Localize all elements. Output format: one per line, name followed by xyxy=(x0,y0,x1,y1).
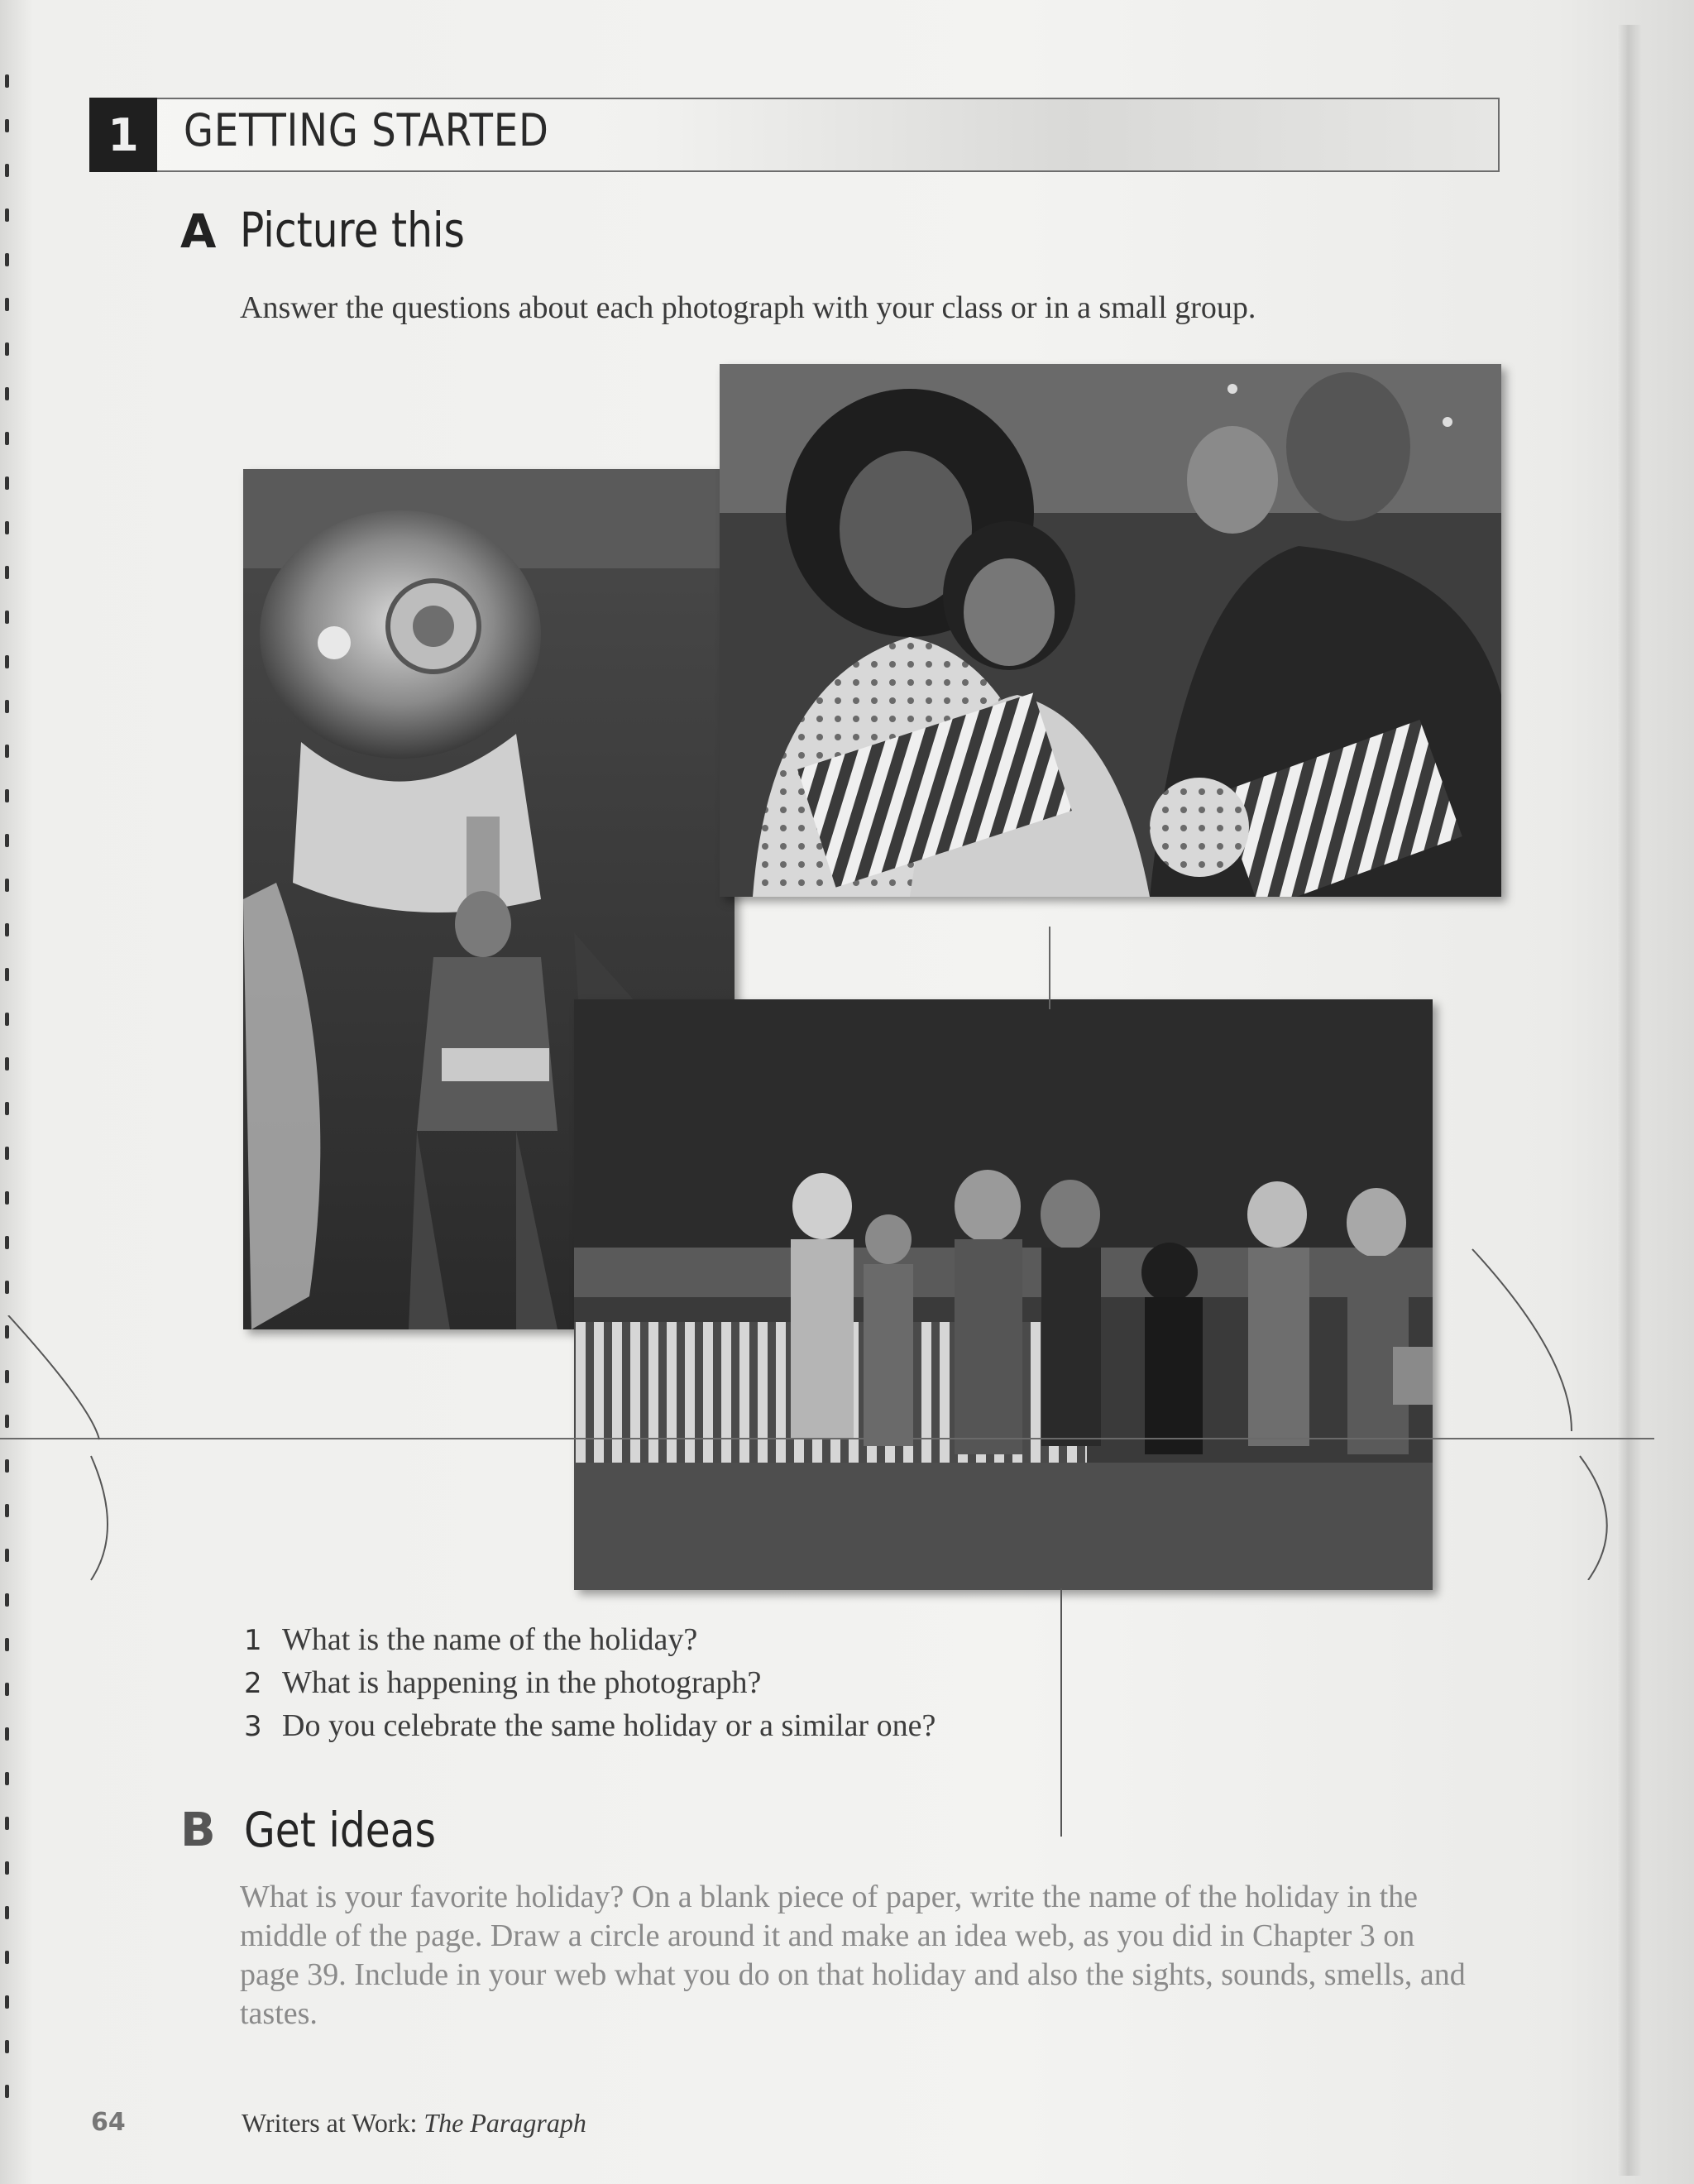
guide-line xyxy=(1060,1588,1062,1837)
binding-hole xyxy=(5,1057,9,1070)
part-a-letter: A xyxy=(180,205,217,259)
binding-hole xyxy=(5,2040,9,2053)
binding-hole xyxy=(5,1861,9,1875)
binding-hole xyxy=(5,164,9,177)
binding-hole xyxy=(5,432,9,445)
part-a-title: Picture this xyxy=(240,202,465,258)
binding-hole xyxy=(5,1593,9,1607)
binding-hole xyxy=(5,1281,9,1294)
binding-hole xyxy=(5,1772,9,1785)
bracket-curve-right xyxy=(1464,1233,1629,1580)
photo-family-gifts xyxy=(720,364,1501,897)
section-number: 1 xyxy=(89,98,157,172)
binding-hole xyxy=(5,342,9,356)
part-b-paragraph: What is your favorite holiday? On a blank piece of paper, write the name of the holiday in the middle of the page. Draw a circle around it and make an idea web, as you did in Chapter 3 on page 39. Include in your web what you do on that holiday and also the sights, sounds, smells, and tastes. xyxy=(240,1880,1466,2031)
page-edge-shadow xyxy=(1617,25,1642,2176)
binding-hole xyxy=(5,1013,9,1026)
binding-hole xyxy=(5,923,9,936)
binding-hole xyxy=(5,1638,9,1651)
binding-hole xyxy=(5,208,9,222)
binding-hole xyxy=(5,298,9,311)
binding-hole xyxy=(5,521,9,534)
binding-hole xyxy=(5,655,9,668)
binding-hole xyxy=(5,611,9,624)
binding-hole xyxy=(5,2085,9,2098)
binding-hole xyxy=(5,1951,9,1964)
photo-halloween-kids xyxy=(574,999,1433,1590)
binding-hole xyxy=(5,253,9,266)
binding-hole xyxy=(5,700,9,713)
binding-hole xyxy=(5,119,9,132)
binding-hole xyxy=(5,789,9,802)
list-item: 1 What is the name of the holiday? xyxy=(244,1622,698,1657)
page-number: 64 xyxy=(91,2108,126,2137)
part-b-title: Get ideas xyxy=(244,1802,436,1858)
list-item: 2 What is happening in the photograph? xyxy=(244,1665,762,1700)
binding-hole xyxy=(5,477,9,490)
fold-line xyxy=(0,1438,1654,1439)
bracket-curve-left xyxy=(0,1315,124,1588)
binding-hole xyxy=(5,1191,9,1205)
binding-hole xyxy=(5,1727,9,1741)
book-title: Writers at Work: The Paragraph xyxy=(242,2108,586,2138)
question-list xyxy=(244,1621,936,1751)
binding-hole xyxy=(5,1102,9,1115)
guide-line xyxy=(1049,927,1050,1009)
part-a-instruction: Answer the questions about each photograph with your class or in a small group. xyxy=(240,290,1256,325)
binding-hole xyxy=(5,566,9,579)
binding-hole xyxy=(5,1906,9,1919)
part-b-letter: B xyxy=(180,1803,216,1857)
binding-hole xyxy=(5,1995,9,2009)
binding-hole xyxy=(5,1236,9,1249)
binding-hole xyxy=(5,879,9,892)
binding-hole xyxy=(5,387,9,400)
spiral-binding xyxy=(5,74,13,2143)
binding-hole xyxy=(5,1683,9,1696)
binding-hole xyxy=(5,74,9,88)
binding-hole xyxy=(5,745,9,758)
section-title: GETTING STARTED xyxy=(184,104,549,156)
binding-hole xyxy=(5,1817,9,1830)
binding-hole xyxy=(5,834,9,847)
binding-hole xyxy=(5,1147,9,1160)
binding-hole xyxy=(5,968,9,981)
list-item: 3 Do you celebrate the same holiday or a similar one? xyxy=(244,1708,936,1743)
